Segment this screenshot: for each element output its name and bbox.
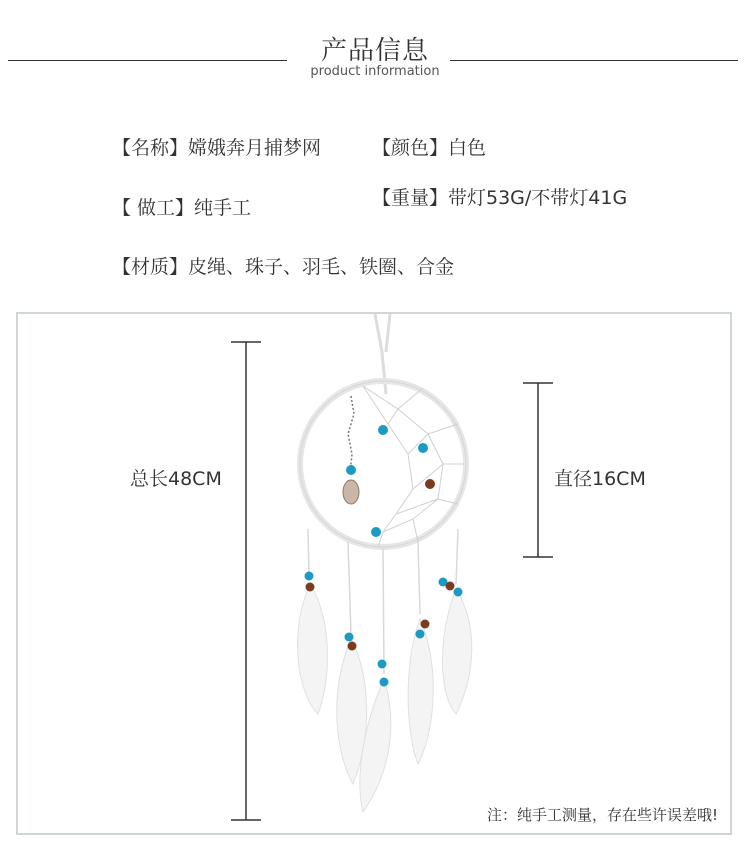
length-dimension-bar xyxy=(231,342,261,820)
spec-name: 【名称】嫦娥奔月捕梦网 xyxy=(112,137,322,159)
feather-strings xyxy=(308,529,458,674)
product-photo-frame xyxy=(16,312,732,835)
diameter-dimension-bar xyxy=(523,383,553,557)
spec-material: 【材质】皮绳、珠子、羽毛、铁圈、合金 xyxy=(112,256,455,278)
moon-pendant xyxy=(343,480,359,504)
feathers xyxy=(298,584,472,812)
web-beads xyxy=(346,425,435,537)
spec-craft: 【 做工】纯手工 xyxy=(112,197,252,219)
pendant-chain xyxy=(348,396,354,474)
total-length-label: 总长48CM xyxy=(130,468,222,490)
spec-color: 【颜色】白色 xyxy=(372,137,487,159)
page-subtitle: product information xyxy=(310,64,440,79)
spec-weight: 【重量】带灯53G/不带灯41G xyxy=(372,187,628,209)
diameter-label: 直径16CM xyxy=(554,468,646,490)
measurement-note: 注：纯手工测量，存在些许误差哦! xyxy=(486,806,718,824)
dreamcatcher-illustration xyxy=(18,314,734,837)
dreamcatcher-ring xyxy=(300,381,466,547)
page-title: 产品信息 xyxy=(320,36,429,66)
